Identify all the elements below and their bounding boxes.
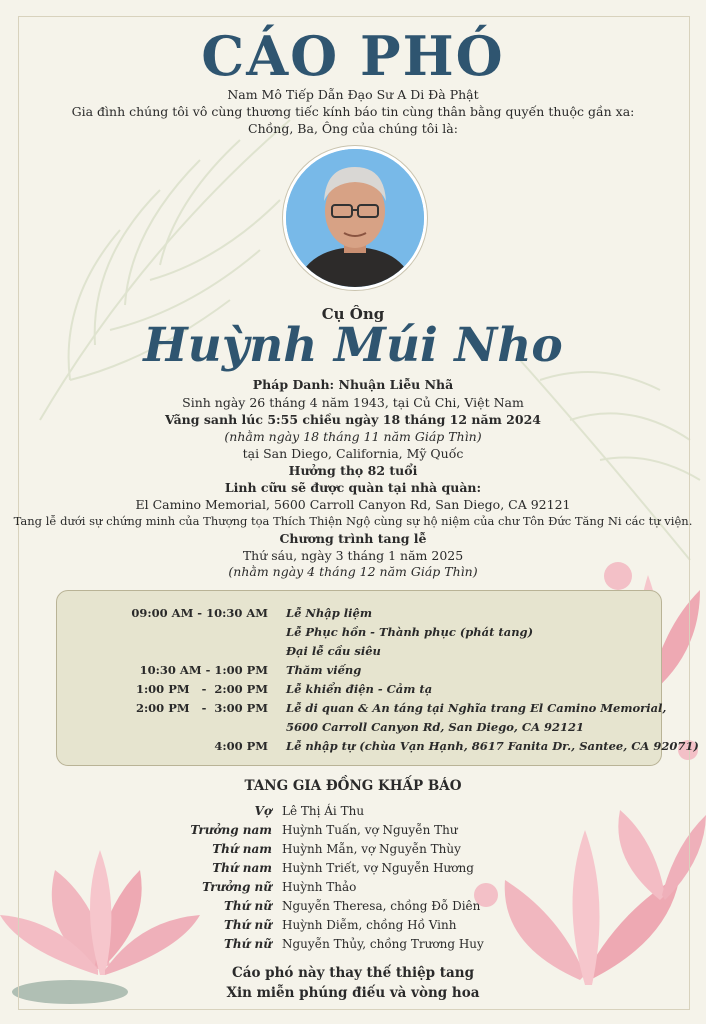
family-member: Nguyễn Theresa, chồng Đỗ Diên xyxy=(282,899,481,913)
deceased-name: Huỳnh Múi Nho xyxy=(143,318,563,373)
family-role: Vợ xyxy=(254,804,272,818)
family-role: Thứ nữ xyxy=(223,937,272,951)
schedule-time: 4:00 PM xyxy=(214,739,268,753)
family-title: TANG GIA ĐỒNG KHẤP BÁO xyxy=(244,778,462,794)
family-role: Thứ nam xyxy=(212,842,272,856)
schedule-activity: Lễ Nhập liệm xyxy=(286,606,372,620)
family-role: Thứ nữ xyxy=(223,918,272,932)
schedule-activity: 5600 Carroll Canyon Rd, San Diego, CA 92121 xyxy=(286,720,585,734)
family-member: Nguyễn Thủy, chồng Trương Huy xyxy=(282,937,484,951)
family-member: Huỳnh Tuấn, vợ Nguyễn Thư xyxy=(282,823,458,837)
family-role: Trưởng nữ xyxy=(202,880,272,894)
schedule-activity: Lễ khiển điện - Cảm tạ xyxy=(286,682,433,696)
schedule-time: 09:00 AM - 10:30 AM xyxy=(131,606,268,620)
schedule-time: 1:00 PM - 2:00 PM xyxy=(135,682,268,696)
relation-text: Chồng, Ba, Ông của chúng tôi là: xyxy=(248,121,458,136)
lunar-passing-date: (nhằm ngày 18 tháng 11 năm Giáp Thìn) xyxy=(224,429,482,444)
family-role: Trưởng nam xyxy=(190,823,272,837)
family-member: Huỳnh Thảo xyxy=(282,880,357,894)
honorific: Cụ Ông xyxy=(321,305,385,323)
family-member: Huỳnh Diễm, chồng Hồ Vinh xyxy=(282,918,457,932)
family-member: Huỳnh Mẫn, vợ Nguyễn Thùy xyxy=(282,842,461,856)
schedule-activity: Lễ Phục hồn - Thành phục (phát tang) xyxy=(286,625,534,639)
birth-info: Sinh ngày 26 tháng 4 năm 1943, tại Củ Chi, Việt Nam xyxy=(182,395,524,410)
schedule-activity: Lễ di quan & An táng tại Nghĩa trang El Camino Memorial, xyxy=(286,701,667,715)
dharma-name: Pháp Danh: Nhuận Liễu Nhã xyxy=(252,377,454,392)
footer-line-2: Xin miễn phúng điếu và vòng hoa xyxy=(226,985,480,1001)
family-role: Thứ nam xyxy=(212,861,272,875)
venue-label: Linh cữu sẽ được quàn tại nhà quàn: xyxy=(224,480,482,495)
family-role: Thứ nữ xyxy=(223,899,272,913)
program-lunar-date: (nhằm ngày 4 tháng 12 năm Giáp Thìn) xyxy=(228,564,478,579)
schedule-activity: Đại lễ cầu siêu xyxy=(286,644,381,658)
passing-info: Vãng sanh lúc 5:55 chiều ngày 18 tháng 12 năm 2024 xyxy=(165,412,541,427)
schedule-time: 2:00 PM - 3:00 PM xyxy=(135,701,268,715)
deceased-portrait xyxy=(283,146,427,290)
passing-place: tại San Diego, California, Mỹ Quốc xyxy=(242,446,464,461)
family-member: Huỳnh Triết, vợ Nguyễn Hương xyxy=(282,861,474,875)
buddhist-invocation: Nam Mô Tiếp Dẫn Đạo Sư A Di Đà Phật xyxy=(227,87,479,102)
page-title: CÁO PHÓ xyxy=(201,24,505,88)
announcement-text: Gia đình chúng tôi vô cùng thương tiếc kính báo tin cùng thân bằng quyến thuộc gần xa: xyxy=(71,104,635,119)
schedule-time: 10:30 AM - 1:00 PM xyxy=(139,663,268,677)
family-member: Lê Thị Ái Thu xyxy=(282,804,365,818)
age-info: Hưởng thọ 82 tuổi xyxy=(288,463,418,478)
program-label: Chương trình tang lễ xyxy=(279,531,427,546)
program-date: Thứ sáu, ngày 3 tháng 1 năm 2025 xyxy=(242,548,464,563)
venue-address: El Camino Memorial, 5600 Carroll Canyon Rd, San Diego, CA 92121 xyxy=(135,497,571,512)
footer-line-1: Cáo phó này thay thế thiệp tang xyxy=(231,965,475,981)
schedule-activity: Thăm viếng xyxy=(286,663,362,677)
schedule-activity: Lễ nhập tự (chùa Vạn Hạnh, 8617 Fanita Dr., Santee, CA 92071) xyxy=(286,739,699,753)
officiant-info: Tang lễ dưới sự chứng minh của Thượng tọa Thích Thiện Ngộ cùng sự hộ niệm của chư Tôn Đức Tăng Ni các tự viện. xyxy=(13,514,693,528)
